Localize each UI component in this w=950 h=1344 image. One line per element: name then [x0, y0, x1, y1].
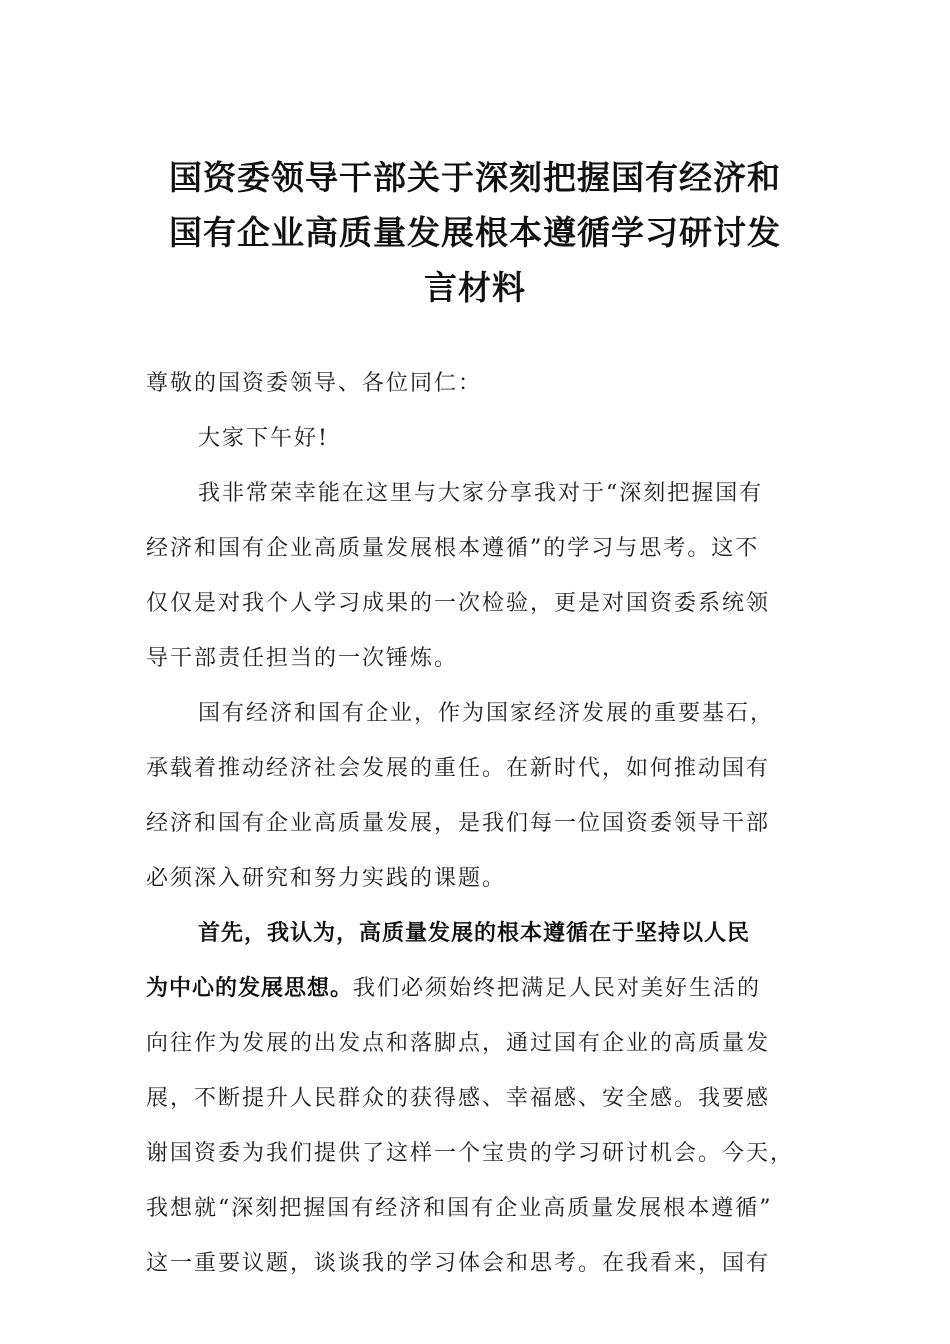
greeting: 大家下午好! — [198, 426, 329, 451]
salutation: 尊敬的国资委领导、各位同仁： — [146, 371, 483, 396]
document-title — [140, 150, 810, 315]
title-line-1: 国资委领导干部关于深刻把握国有经济和 — [169, 158, 781, 197]
title-line-2: 国有企业高质量发展根本遵循学习研讨发 — [169, 213, 781, 252]
title-line-3: 言材料 — [424, 268, 526, 307]
paragraph-line: 必须深入研究和努力实践的课题。 — [146, 866, 507, 891]
paragraph-3 — [146, 906, 806, 1291]
document-body — [146, 356, 806, 1291]
paragraph-line: 经济和国有企业高质量发展，是我们每一位国资委领导干部 — [146, 811, 771, 836]
paragraph-line — [146, 961, 806, 1016]
bold-heading-end: 为中心的发展思想。 — [146, 976, 354, 1001]
paragraph-line: 谢国资委为我们提供了这样一个宝贵的学习研讨机会。今天， — [146, 1141, 795, 1166]
paragraph-line: 仅仅是对我个人学习成果的一次检验，更是对国资委系统领 — [146, 591, 771, 616]
paragraph-line: 展，不断提升人民群众的获得感、幸福感、安全感。我要感 — [146, 1086, 771, 1111]
paragraph-line: 国有经济和国有企业，作为国家经济发展的重要基石， — [198, 701, 775, 726]
paragraph-line: 导干部责任担当的一次锤炼。 — [146, 646, 459, 671]
paragraph-line: 经济和国有企业高质量发展根本遵循”的学习与思考。这不 — [146, 536, 760, 561]
paragraph-line: 我非常荣幸能在这里与大家分享我对于“深刻把握国有 — [198, 481, 764, 506]
paragraph-2 — [146, 686, 806, 906]
paragraph-1 — [146, 466, 806, 686]
bold-heading-line: 首先，我认为，高质量发展的根本遵循在于坚持以人民 — [198, 921, 751, 946]
paragraph-line: 向往作为发展的出发点和落脚点，通过国有企业的高质量发 — [146, 1031, 771, 1056]
paragraph-line: 这一重要议题，谈谈我的学习体会和思考。在我看来，国有 — [146, 1251, 771, 1276]
paragraph-line: 承载着推动经济社会发展的重任。在新时代，如何推动国有 — [146, 756, 771, 781]
paragraph-line-rest: 我们必须始终把满足人民对美好生活的 — [353, 976, 762, 1001]
paragraph-line: 我想就“深刻把握国有经济和国有企业高质量发展根本遵循” — [146, 1196, 773, 1221]
